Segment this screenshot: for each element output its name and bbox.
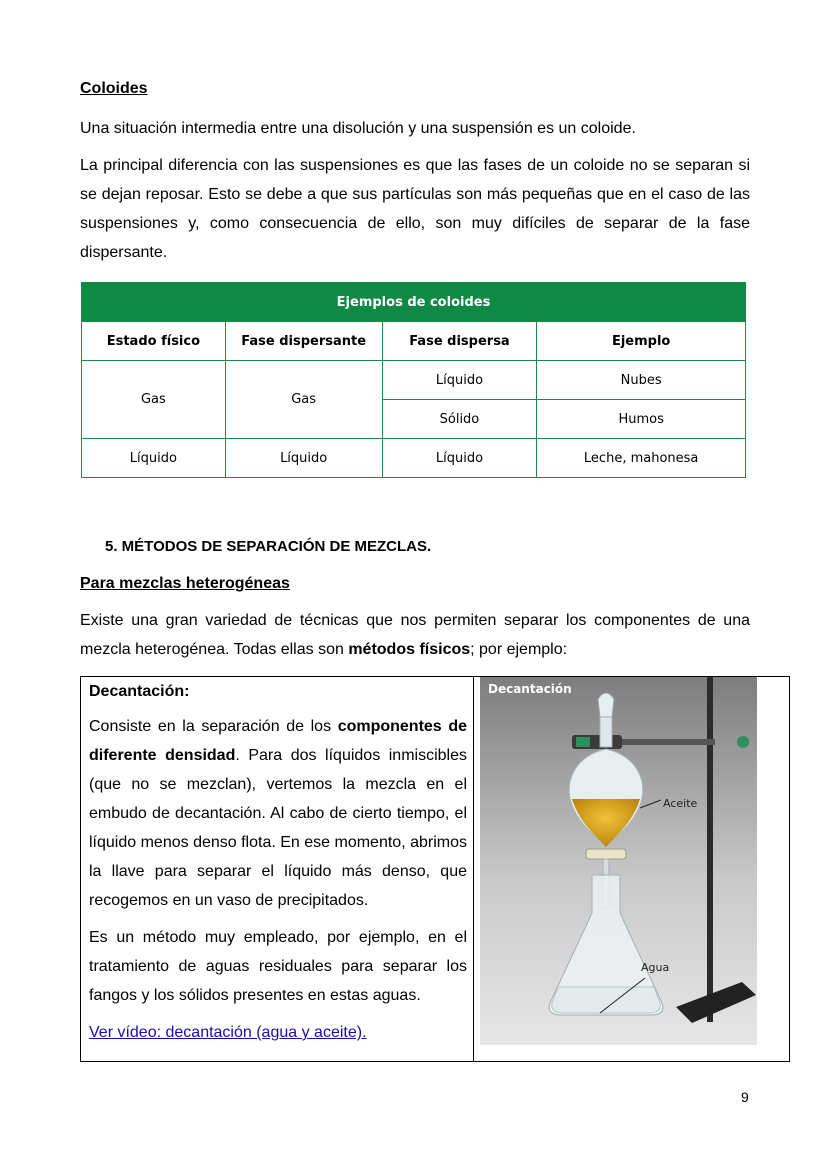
- table-cell: Leche, mahonesa: [537, 439, 746, 478]
- page-number: 9: [741, 1089, 749, 1105]
- clamp-knob: [737, 736, 749, 748]
- table-cell: Líquido: [382, 439, 537, 478]
- table-header: Estado físico: [82, 322, 226, 361]
- figure-title: Decantación: [488, 682, 572, 696]
- table-row: [82, 439, 746, 478]
- clamp-pad: [576, 737, 590, 747]
- section-5-intro: Existe una gran variedad de técnicas que nos permiten separar los componentes de una mezcla heterogénea. Todas ellas son métodos físicos; por ejemplo:: [80, 612, 750, 658]
- funnel-stopper: [598, 693, 614, 717]
- table-cell: Gas: [225, 361, 382, 439]
- decantation-box: [80, 676, 790, 1062]
- decantation-text: [89, 677, 467, 1055]
- section-5-title: 5. MÉTODOS DE SEPARACIÓN DE MEZCLAS.: [105, 538, 432, 555]
- decantation-title: Decantación:: [89, 683, 190, 700]
- colloids-table: [81, 282, 746, 478]
- table-header: Ejemplo: [537, 322, 746, 361]
- decantation-paragraph-1: Consiste en la separación de los componentes de diferente densidad. Para dos líquidos inmiscibles (que no se mezclan), vertemos la mezcla en el embudo de decantación. Al cabo de cierto tiempo, el líquido menos denso flota. En ese momento, abrimos la llave para separar el líquido más denso, que recogemos en un vaso de precipitados.: [89, 718, 467, 909]
- funnel-neck: [600, 717, 612, 747]
- table-header: Fase dispersante: [225, 322, 382, 361]
- table-cell: Humos: [537, 400, 746, 439]
- water-label: Agua: [641, 961, 670, 974]
- oil-label: Aceite: [663, 797, 698, 810]
- decantation-figure: [480, 677, 757, 1045]
- table-cell: Gas: [82, 361, 226, 439]
- video-link[interactable]: Ver vídeo: decantación (agua y aceite).: [89, 1024, 367, 1041]
- coloides-paragraph-1: Una situación intermedia entre una disolución y una suspensión es un coloide.: [80, 120, 636, 137]
- table-cell: Nubes: [537, 361, 746, 400]
- table-caption: Ejemplos de coloides: [82, 283, 746, 322]
- box-divider: [473, 677, 474, 1061]
- decantation-paragraph-2: Es un método muy empleado, por ejemplo, en el tratamiento de aguas residuales para separar los fangos y los sólidos presentes en estas aguas.: [89, 929, 467, 1004]
- stand-rod: [707, 677, 713, 1022]
- table-cell: Líquido: [382, 361, 537, 400]
- table-cell: Sólido: [382, 400, 537, 439]
- coloides-paragraph-2: La principal diferencia con las suspensiones es que las fases de un coloide no se separan si se dejan reposar. Esto se debe a que sus partículas son más pequeñas que en el caso de las suspensiones y, como consecuencia de ello, son muy difíciles de separar de la fase dispersante.: [80, 157, 750, 261]
- coloides-heading: Coloides: [80, 80, 148, 97]
- heterogeneous-subheading: Para mezclas heterogéneas: [80, 575, 290, 592]
- stopcock: [586, 849, 626, 859]
- water-layer: [552, 987, 661, 1013]
- table-row: [82, 361, 746, 400]
- table-cell: Líquido: [82, 439, 226, 478]
- table-header: Fase dispersa: [382, 322, 537, 361]
- table-cell: Líquido: [225, 439, 382, 478]
